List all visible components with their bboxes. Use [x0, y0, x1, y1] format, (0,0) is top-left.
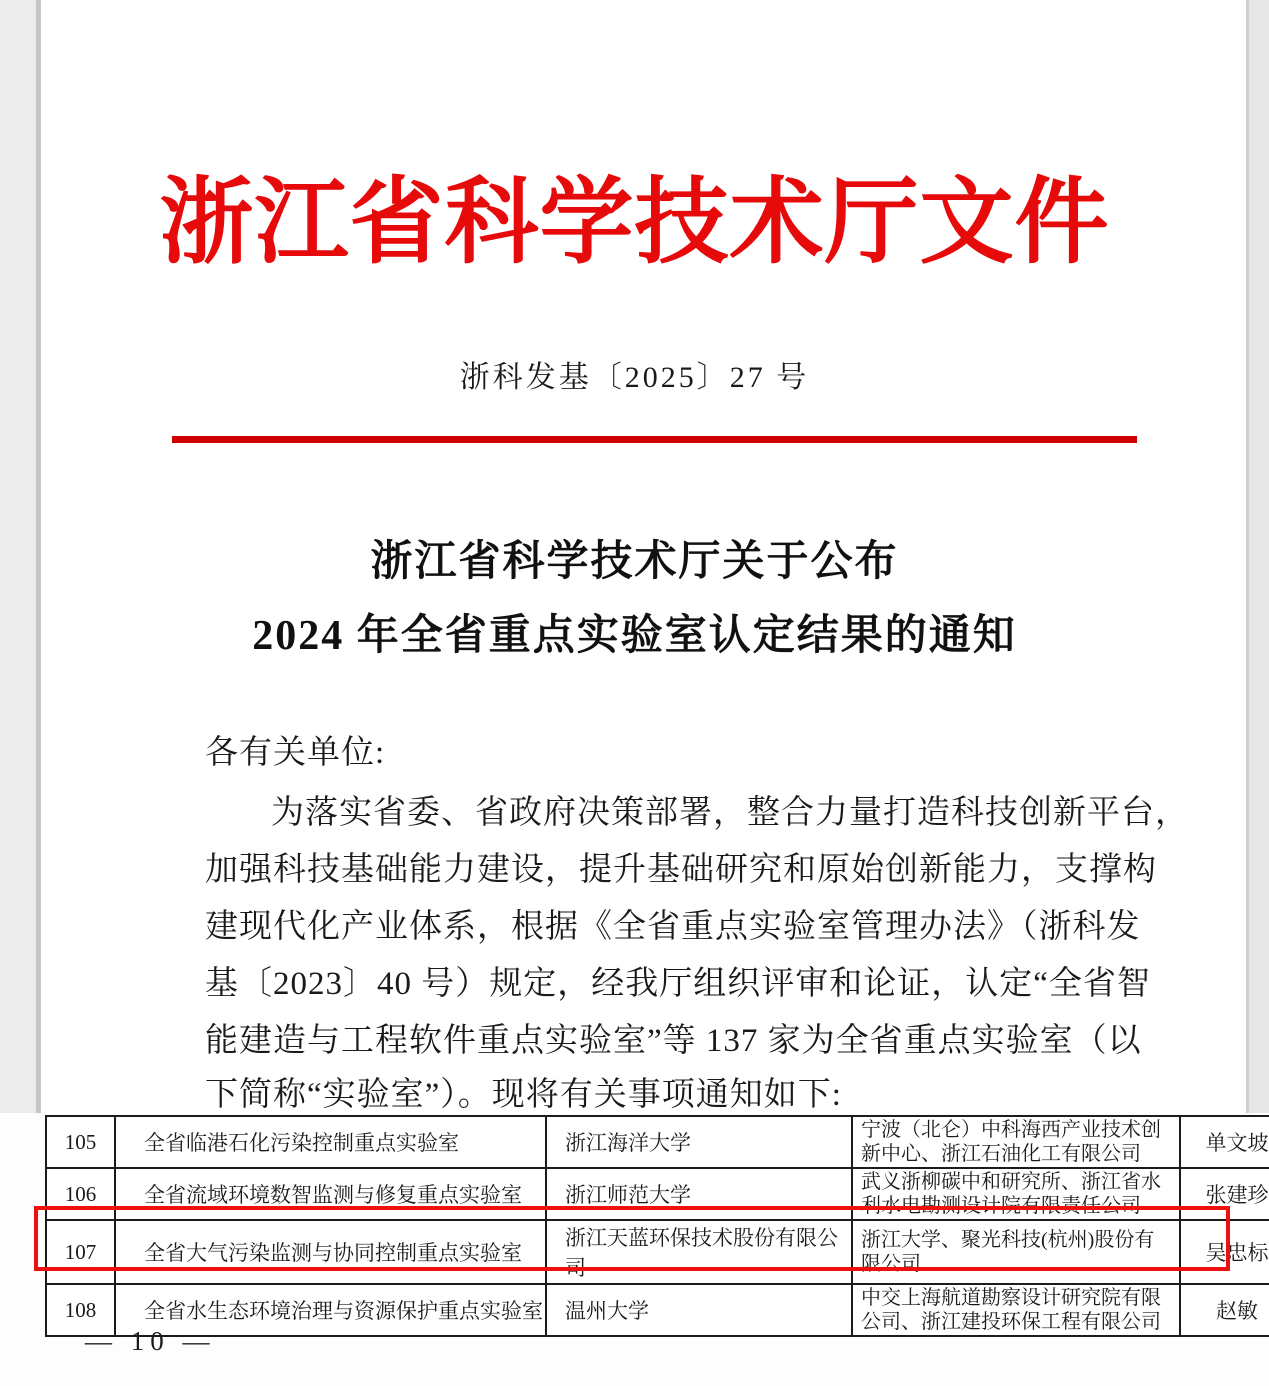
row-number-cell: 107 [46, 1220, 115, 1284]
institution-cell: 浙江天蓝环保技术股份有限公司 [546, 1220, 852, 1284]
leader-cell: 吴忠标 [1180, 1220, 1269, 1284]
lab-name-cell: 全省临港石化污染控制重点实验室 [115, 1116, 546, 1168]
document-number: 浙科发基〔2025〕27 号 [459, 361, 810, 394]
document-header-title: 浙江省科学技术厅文件 [159, 171, 1110, 275]
partners-cell: 浙江大学、聚光科技(杭州)股份有限公司 [852, 1220, 1180, 1284]
body-text-line: 下简称“实验室”）。现将有关事项通知如下: [205, 1077, 842, 1113]
leader-cell: 赵敏 [1180, 1284, 1269, 1336]
row-number-cell: 106 [46, 1168, 115, 1220]
leader-cell: 张建珍 [1180, 1168, 1269, 1220]
page-number: — 10 — [85, 1326, 216, 1356]
institution-cell: 温州大学 [546, 1284, 852, 1336]
table-row [46, 1284, 1269, 1336]
partners-cell: 宁波（北仑）中科海西产业技术创新中心、浙江石油化工有限公司 [852, 1116, 1180, 1168]
row-number-cell: 105 [46, 1116, 115, 1168]
partners-cell: 中交上海航道勘察设计研究院有限公司、浙江建投环保工程有限公司 [852, 1284, 1180, 1336]
leader-cell: 单文坡 [1180, 1116, 1269, 1168]
table-row-highlighted [46, 1220, 1269, 1284]
salutation-line: 各有关单位: [205, 735, 386, 771]
partners-cell: 武义浙柳碳中和研究所、浙江省水利水电勘测设计院有限责任公司 [852, 1168, 1180, 1220]
table-row [46, 1116, 1269, 1168]
lab-results-table [45, 1115, 1269, 1337]
row-number-cell: 108 [46, 1284, 115, 1336]
lab-name-cell: 全省水生态环境治理与资源保护重点实验室 [115, 1284, 546, 1336]
notice-title-line-2: 2024 年全省重点实验室认定结果的通知 [252, 613, 1017, 659]
table-row [46, 1168, 1269, 1220]
body-text-line: 加强科技基础能力建设，提升基础研究和原始创新能力，支撑构 [205, 852, 1157, 888]
lab-name-cell: 全省流域环境数智监测与修复重点实验室 [115, 1168, 546, 1220]
institution-cell: 浙江海洋大学 [546, 1116, 852, 1168]
body-text-line: 为落实省委、省政府决策部署，整合力量打造科技创新平台， [271, 795, 1189, 831]
body-text-line: 建现代化产业体系，根据《全省重点实验室管理办法》（浙科发 [205, 909, 1141, 945]
institution-cell: 浙江师范大学 [546, 1168, 852, 1220]
lab-name-cell: 全省大气污染监测与协同控制重点实验室 [115, 1220, 546, 1284]
body-text-line: 能建造与工程软件重点实验室”等 137 家为全省重点实验室（以 [205, 1023, 1142, 1059]
notice-title-line-1: 浙江省科学技术厅关于公布 [370, 539, 899, 585]
header-divider-rule [172, 436, 1137, 443]
body-text-line: 基〔2023〕40 号）规定，经我厅组织评审和论证，认定“全省智 [205, 966, 1151, 1002]
